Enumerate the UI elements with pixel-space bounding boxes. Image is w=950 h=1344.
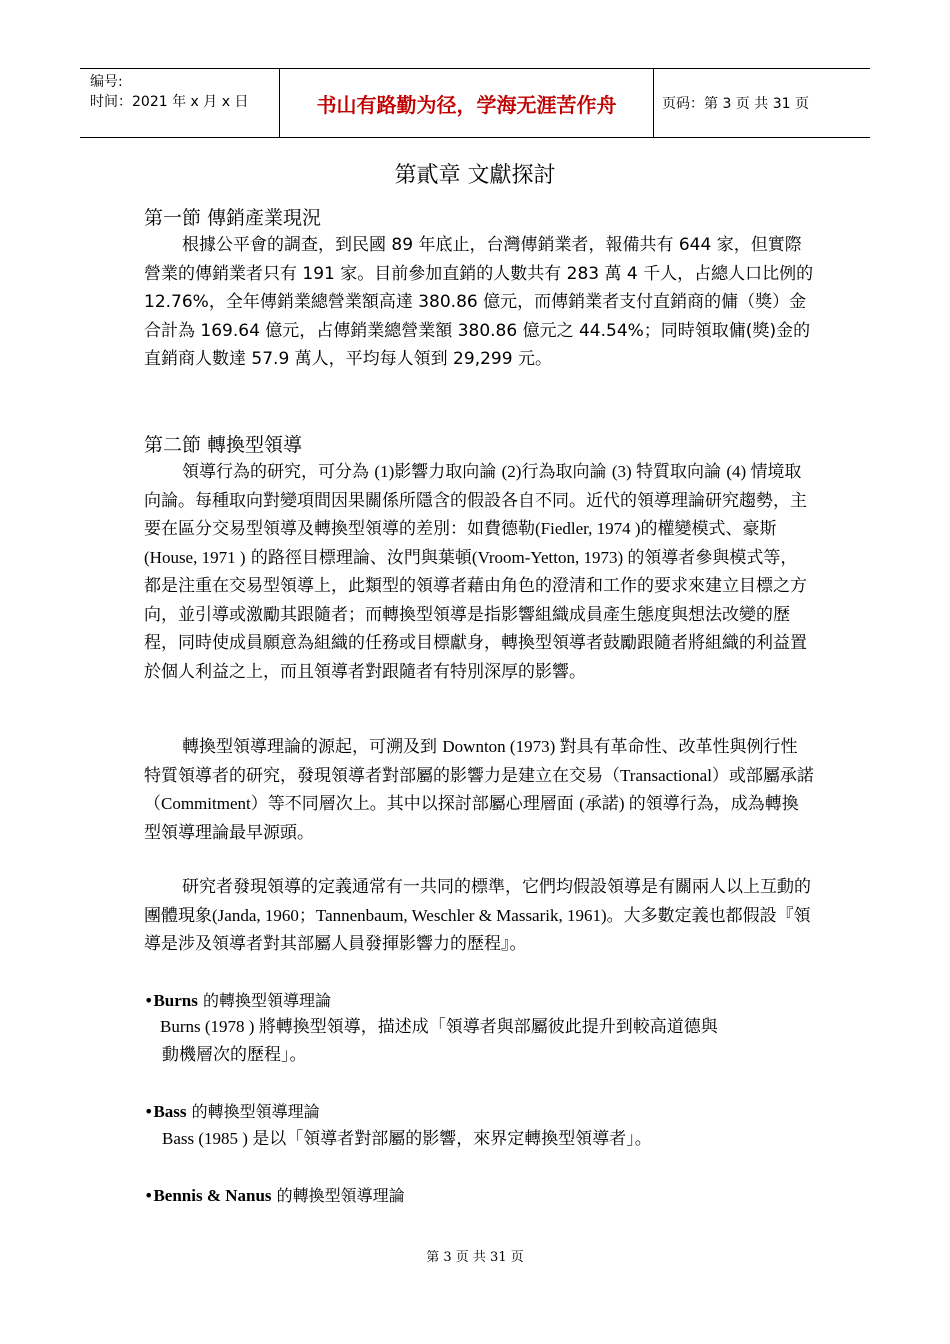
number-label: 编号:: [90, 74, 123, 90]
header-page-label: 页码：第 3 页 共 31 页: [662, 96, 809, 112]
header-meta: [80, 69, 280, 137]
bullet-icon: •: [144, 1186, 154, 1205]
paragraph-3: 研究者發現領導的定義通常有一共同的標準，它們均假設領導是有關兩人以上互動的團體現象(Janda, 1960；Tannenbaum, Weschler & Massarik, 1961)。大多數定義也都假設『領導是涉及領導者對其部屬人員發揮影響力的歷程』。: [144, 877, 811, 954]
burns-line-1: Burns (1978 ) 將轉換型領導，描述成「領導者與部屬彼此提升到較高道德與: [160, 1017, 718, 1037]
bass-heading: •Bass 的轉換型領導理論: [144, 1102, 320, 1121]
burns-heading: •Burns 的轉換型領導理論: [144, 991, 331, 1010]
burns-line-2: 動機層次的歷程」。: [162, 1045, 307, 1065]
bullet-icon: •: [144, 991, 154, 1010]
paragraph-1: 領導行為的研究，可分為 (1)影響力取向論 (2)行為取向論 (3) 特質取向論 (4) 情境取向論。每種取向對變項間因果關係所隱含的假設各自不同。近代的領導理論研究趨勢，主要在區分交易型領導及轉換型領導的差別：如費德勒(Fiedler, 1974 )的權變模式、豪斯 (House, 1971 ) 的路徑目標理論、汝門與葉頓(Vroom-Yetton, 1973) 的領導者參與模式等，都是注重在交易型領導上，此類型的領導者藉由角色的澄清和工作的要求來建立目標之方向，並引導或激勵其跟隨者；而轉換型領導是指影響組織成員產生態度與想法改變的歷程，同時使成員願意為組織的任務或目標獻身，轉換型領導者鼓勵跟隨者將組織的利益置於個人利益之上，而且領導者對跟隨者有特別深厚的影響。: [144, 462, 807, 682]
section-title-1: 第一節 傳銷產業現況: [144, 207, 322, 229]
section1-text: 根據公平會的調查，到民國 89 年底止，台灣傳銷業者，報備共有 644 家，但實際營業的傳銷業者只有 191 家。目前參加直銷的人數共有 283 萬 4 千人，占總人口比例的 12.76%，全年傳銷業總營業額高達 380.86 億元，而傳銷業者支付直銷商的傭（獎）金合計為 169.64 億元，占傳銷業總營業額 380.86 億元之 44.54%；同時領取傭(獎)金的直銷商人數達 57.9 萬人，平均每人領到 29,299 元。: [144, 235, 814, 369]
time-label: 时间：2021 年 x 月 x 日: [90, 94, 249, 110]
chapter-title: 第貳章 文獻探討: [394, 163, 556, 188]
section1-paragraph: [144, 231, 814, 374]
page-footer: 第 3 页 共 31 页: [426, 1250, 524, 1265]
page-header: [80, 68, 870, 138]
paragraph-2: 轉換型領導理論的源起，可溯及到 Downton (1973) 對具有革命性、改革性與例行性特質領導者的研究，發現領導者對部屬的影響力是建立在交易（Transactional）或部屬承諾（Commitment）等不同層次上。其中以探討部屬心理層面 (承諾) 的領導行為，成為轉換型領導理論最早源頭。: [144, 737, 814, 843]
bullet-icon: •: [144, 1102, 154, 1121]
header-slogan: 书山有路勤为径，学海无涯苦作舟: [280, 69, 654, 137]
bennis-nanus-heading: •Bennis & Nanus 的轉換型領導理論: [144, 1186, 405, 1205]
bass-line-1: Bass (1985 ) 是以「領導者對部屬的影響，來界定轉換型領導者」。: [162, 1129, 652, 1149]
section-title-2: 第二節 轉換型領導: [144, 434, 303, 456]
